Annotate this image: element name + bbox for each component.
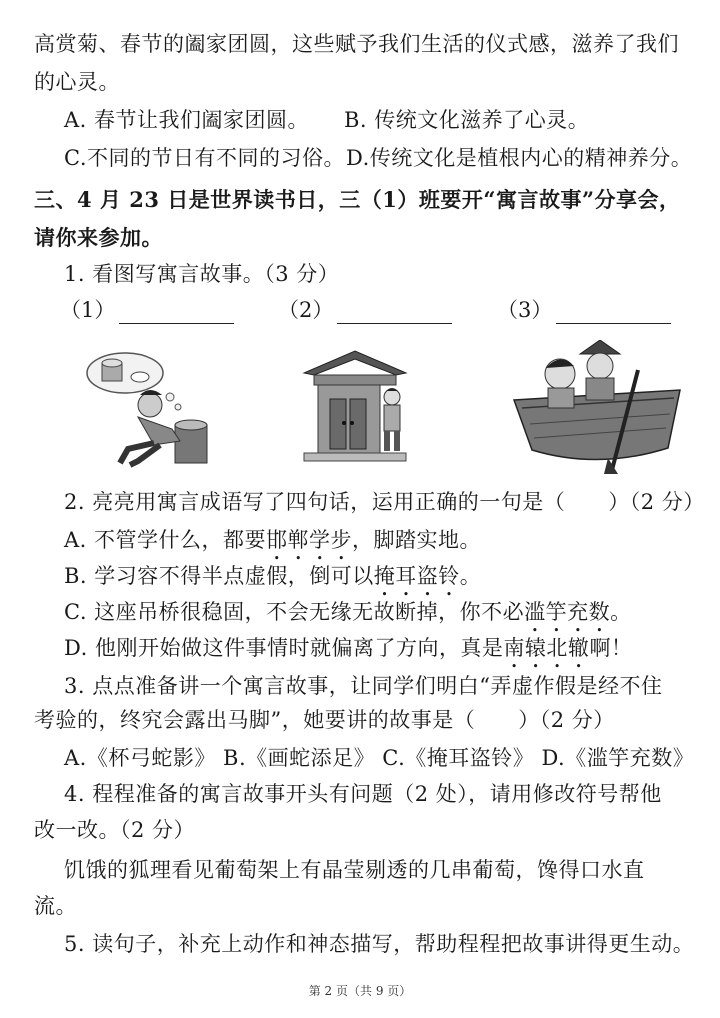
- q1-blank-3[interactable]: [497, 296, 671, 324]
- intro-line-1: 高赏菊、春节的阖家团圆，这些赋予我们生活的仪式感，滋养了我们: [34, 32, 679, 56]
- section-3-title-line-2: 请你来参加。: [34, 225, 163, 250]
- q2-option-d-idiom: 南辕北辙: [503, 636, 590, 660]
- q2-option-b-idiom: 掩耳盗铃: [373, 564, 460, 588]
- q2-option-d-prefix: D. 他刚开始做这件事情时就偏离了方向，真是: [64, 636, 504, 660]
- q1-blank-1-line[interactable]: [119, 303, 234, 324]
- q1-blank-3-label: （3）: [497, 298, 553, 322]
- illustration-boat: [508, 340, 686, 476]
- q2-option-b-suffix: 。: [459, 564, 482, 588]
- q2-option-c: [64, 598, 632, 637]
- q1-blank-2-label: （2）: [278, 298, 334, 322]
- q1-blank-1-label: （1）: [60, 298, 116, 322]
- q4-passage-line-2: 流。: [34, 894, 77, 918]
- q3-options: A.《杯弓蛇影》 B.《画蛇添足》 C.《掩耳盗铃》 D.《滥竽充数》: [64, 746, 695, 770]
- q2-option-a-idiom: 邯郸学步: [266, 528, 353, 552]
- q2-option-d: [64, 634, 632, 673]
- page-footer: 第 2 页（共 9 页）: [308, 984, 412, 998]
- q2-option-a-suffix: ，脚踏实地。: [352, 528, 482, 552]
- q2-option-c-suffix: 。: [610, 600, 632, 624]
- prev-option-d: D.传统文化是植根内心的精神养分。: [346, 146, 693, 170]
- q2-option-c-idiom: 滥竽充数: [524, 600, 611, 624]
- q5-stem: 5. 读句子，补充上动作和神态描写，帮助程程把故事讲得更生动。: [64, 932, 695, 956]
- section-3-title-line-1: 三、4 月 23 日是世界读书日，三（1）班要开“寓言故事”分享会，: [34, 187, 681, 212]
- q4-line-1: 4. 程程准备的寓言故事开头有问题（2 处），请用修改符号帮他: [64, 782, 662, 806]
- q2-option-a-prefix: A. 不管学什么，都要: [64, 528, 267, 552]
- illustration-waiting-by-stump: [80, 345, 220, 470]
- prev-option-c: C.不同的节日有不同的习俗。: [64, 146, 345, 170]
- q2-option-a: [64, 526, 481, 565]
- q3-line-2: 考验的，终究会露出马脚”，她要讲的故事是（ ）（2 分）: [34, 708, 615, 732]
- q4-line-2: 改一改。（2 分）: [34, 818, 196, 842]
- q1-blank-3-line[interactable]: [556, 303, 671, 324]
- q2-option-c-prefix: C. 这座吊桥很稳固，不会无缘无故断掉，你不必: [64, 600, 525, 624]
- q1-blank-2[interactable]: [278, 296, 452, 324]
- prev-option-b: B. 传统文化滋养了心灵。: [344, 108, 590, 132]
- q1-blank-1[interactable]: [60, 296, 234, 324]
- prev-option-a: A. 春节让我们阖家团圆。: [64, 108, 310, 132]
- q2-stem: 2. 亮亮用寓言成语写了四句话，运用正确的一句是（ ）（2 分）: [64, 490, 705, 514]
- q1-blank-2-line[interactable]: [337, 303, 452, 324]
- illustration-gate-bell: [300, 345, 410, 463]
- intro-line-2: 的心灵。: [34, 70, 120, 94]
- q3-line-1: 3. 点点准备讲一个寓言故事，让同学们明白“弄虚作假是经不住: [64, 674, 663, 698]
- q2-option-b: [64, 562, 481, 601]
- q4-passage-line-1: 饥饿的狐理看见葡萄架上有晶莹剔透的几串葡萄，馋得口水直: [64, 858, 645, 882]
- q2-option-b-prefix: B. 学习容不得半点虚假，倒可以: [64, 564, 374, 588]
- q1-stem: 1. 看图写寓言故事。（3 分）: [64, 262, 340, 286]
- q2-option-d-suffix: 啊！: [589, 636, 633, 660]
